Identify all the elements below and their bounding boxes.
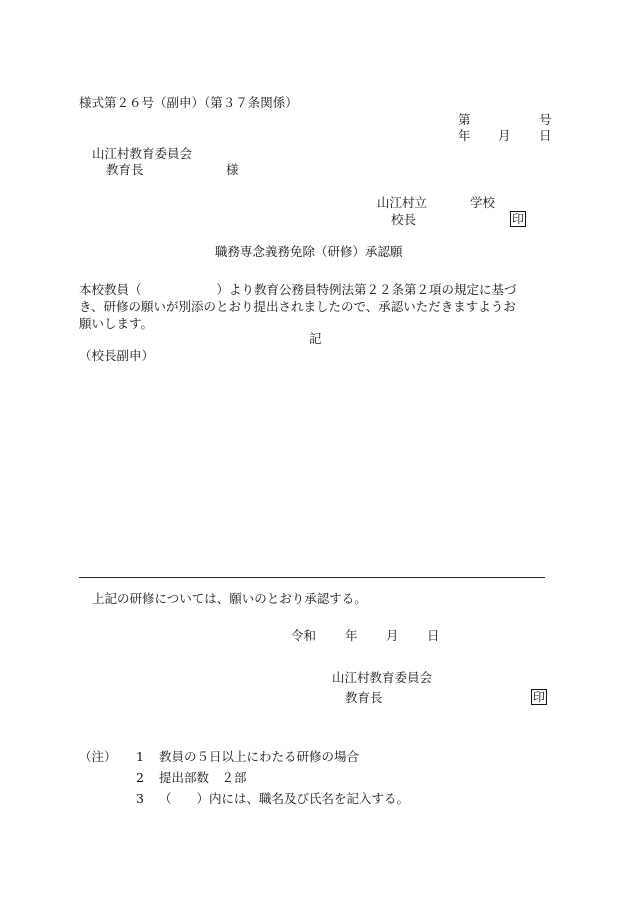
number-dai: 第 [458,112,471,127]
principal-note: （校長副申） [79,348,155,363]
body-paragraph [79,281,551,332]
school-prefix: 山江村立 [377,195,428,210]
doc-title: 職務専念義務免除（研修）承認願 [215,244,403,259]
approval-seal-icon [531,689,547,705]
principal-seal-icon [510,211,526,227]
approval-seal-label: 印 [533,690,546,704]
number-gou: 号 [539,112,552,127]
separator-line [79,577,545,578]
body-line-1: 本校教員（ ）より教育公務員特例法第２２条第２項の規定に基づ [79,282,517,297]
note-num-1: 1 [136,749,144,764]
addressee-title: 教育長 [106,162,144,177]
body-line-2: き、研修の願いが別添のとおり提出されましたので、承認いただきますようお [79,299,516,314]
form-number: 様式第２６号（副申）（第３７条関係） [79,95,298,110]
date-day: 日 [539,128,552,143]
note-text-3: （ ）内には、職名及び氏名を記入する。 [159,791,410,806]
date-year: 年 [458,128,471,143]
approval-title: 教育長 [345,690,383,705]
date-month: 月 [498,128,511,143]
addressee-board: 山江村教育委員会 [92,146,193,161]
ki-heading: 記 [309,331,322,346]
note-num-2: 2 [136,770,144,785]
approval-month: 月 [386,628,399,643]
addressee-sama: 様 [226,162,239,177]
note-num-3: 3 [136,791,144,806]
school-suffix: 学校 [470,195,496,210]
note-text-1: 教員の５日以上にわたる研修の場合 [159,749,360,764]
principal-seal-label: 印 [512,212,525,226]
approval-text: 上記の研修については、願いのとおり承認する。 [92,591,367,606]
notes-label: （注） [79,749,117,764]
approval-year: 年 [345,628,358,643]
approval-reiwa: 令和 [291,628,317,643]
note-text-2: 提出部数 ２部 [159,770,247,785]
body-line-3: 願いします。 [79,316,154,331]
approval-board: 山江村教育委員会 [332,670,433,685]
principal-title: 校長 [391,212,417,227]
approval-day: 日 [427,628,440,643]
